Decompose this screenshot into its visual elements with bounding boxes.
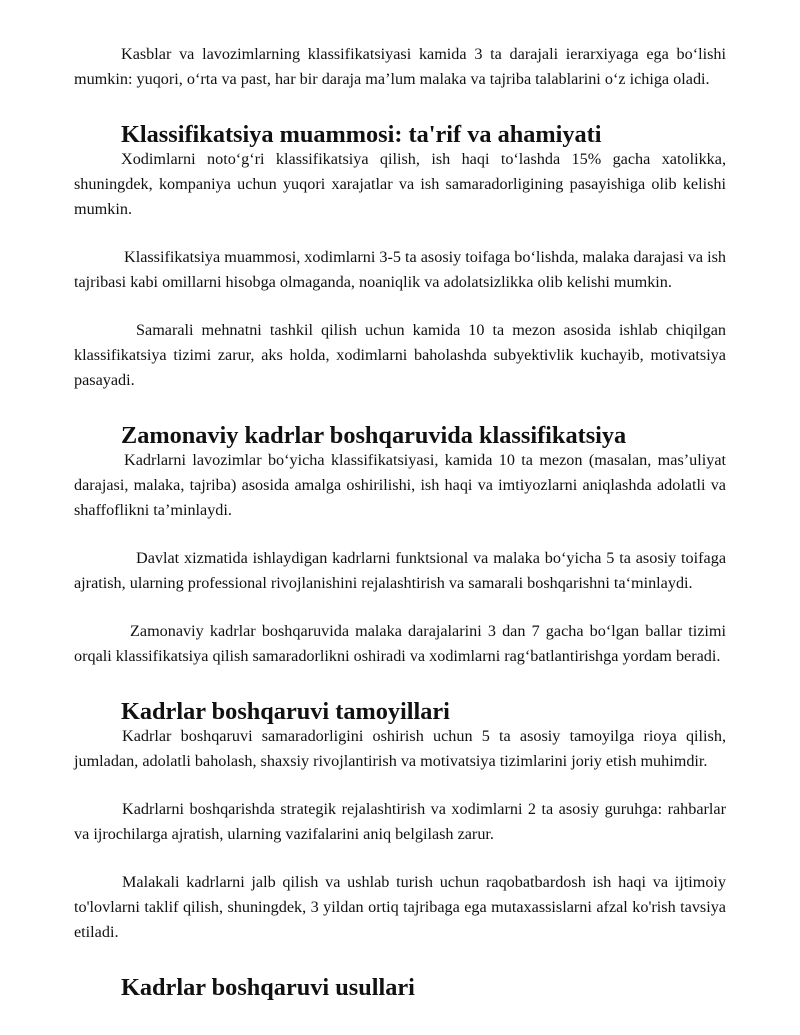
spacer — [74, 945, 726, 975]
modern-paragraph-2: Davlat xizmatida ishlaydigan kadrlarni funktsional va malaka bo‘yicha 5 ta asosiy toifaga ajratish, ularning professional rivojlanishini rejalashtirish va samarali boshqarishni ta‘minlaydi. — [74, 549, 726, 592]
section-heading-problem: Klassifikatsiya muammosi: ta'rif va ahamiyati — [121, 121, 602, 148]
modern-paragraph-3: Zamonaviy kadrlar boshqaruvida malaka darajalarini 3 dan 7 gacha bo‘lgan ballar tizimi orqali klassifikatsiya qilish samaradorlikni oshiradi va xodimlarni rag‘batlantirishga yordam beradi. — [74, 622, 726, 665]
problem-paragraph-1: Xodimlarni noto‘g‘ri klassifikatsiya qilish, ish haqi to‘lashda 15% gacha xatolikka, shuningdek, kompaniya uchun yuqori xarajatlar va ish samaradorligining pasayishiga olib kelishi mumkin. — [74, 150, 726, 218]
spacer — [74, 222, 726, 245]
spacer — [74, 393, 726, 423]
spacer — [74, 596, 726, 619]
spacer — [74, 774, 726, 797]
spacer — [74, 92, 726, 122]
intro-paragraph-1: Kasblar va lavozimlarning klassifikatsiyasi kamida 3 ta darajali ierarxiyaga ega bo‘lishi mumkin: yuqori, o‘rta va past, har bir daraja ma’lum malaka va tajriba talablarini o‘z ichiga oladi. — [74, 45, 726, 88]
section-heading-principles: Kadrlar boshqaruvi tamoyillari — [121, 698, 450, 725]
problem-paragraph-3: Samarali mehnatni tashkil qilish uchun kamida 10 ta mezon asosida ishlab chiqilgan klassifikatsiya tizimi zarur, aks holda, xodimlarni baholashda subyektivlik kuchayib, motivatsiya pasayadi. — [74, 321, 726, 389]
spacer — [74, 847, 726, 870]
problem-paragraph-2: Klassifikatsiya muammosi, xodimlarni 3-5 ta asosiy toifaga bo‘lishda, malaka darajasi va ish tajribasi kabi omillarni hisobga olmaganda, noaniqlik va adolatsizlikka olib kelishi mumkin. — [74, 248, 726, 291]
spacer — [74, 523, 726, 546]
spacer — [74, 295, 726, 318]
document-page — [74, 42, 726, 1000]
principles-paragraph-2: Kadrlarni boshqarishda strategik rejalashtirish va xodimlarni 2 ta asosiy guruhga: rahbarlar va ijrochilarga ajratish, ularning vazifalarini aniq belgilash zarur. — [74, 800, 726, 843]
section-heading-methods: Kadrlar boshqaruvi usullari — [121, 974, 415, 1001]
spacer — [74, 669, 726, 699]
section-heading-modern: Zamonaviy kadrlar boshqaruvida klassifikatsiya — [121, 422, 627, 449]
principles-paragraph-3: Malakali kadrlarni jalb qilish va ushlab turish uchun raqobatbardosh ish haqi va ijtimoiy to'lovlarni taklif qilish, shuningdek, 3 yildan ortiq tajribaga ega mutaxassislarni afzal ko'rish tavsiya etiladi. — [74, 873, 726, 941]
principles-paragraph-1: Kadrlar boshqaruvi samaradorligini oshirish uchun 5 ta asosiy tamoyilga rioya qilish, jumladan, adolatli baholash, shaxsiy rivojlantirish va motivatsiya tizimlarini joriy etish muhimdir. — [74, 727, 726, 770]
modern-paragraph-1: Kadrlarni lavozimlar bo‘yicha klassifikatsiyasi, kamida 10 ta mezon (masalan, mas’uliyat darajasi, malaka, tajriba) asosida amalga oshirilishi, ish haqi va imtiyozlarni aniqlashda adolatli va shaffoflikni ta’minlaydi. — [74, 451, 726, 519]
